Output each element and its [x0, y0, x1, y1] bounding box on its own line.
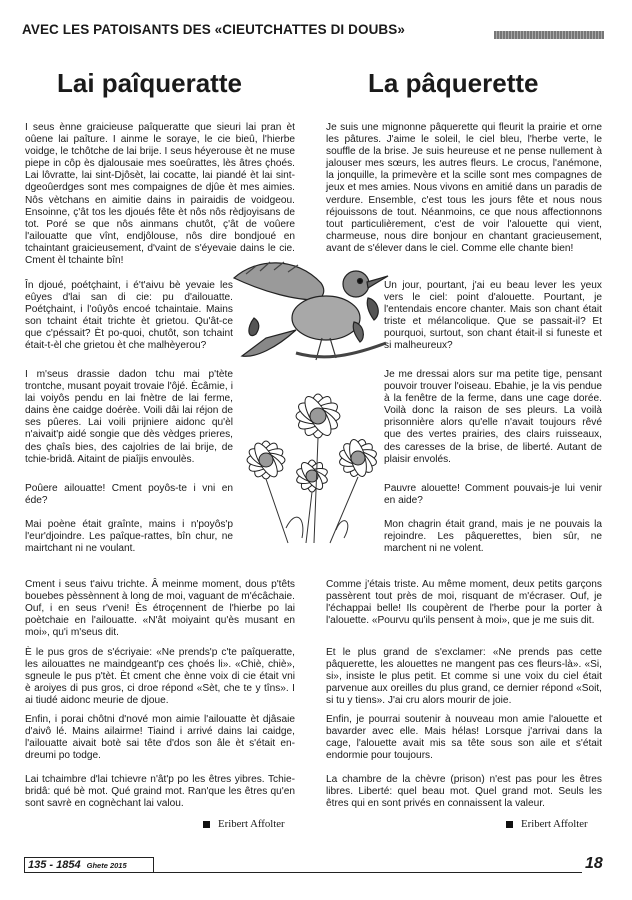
daisies-illustration	[246, 393, 378, 543]
french-paragraph-5: Mon chagrin était grand, mais je ne pouvais la rejoindre. Les pâquerettes, bien sûr, ne marchent ni ne volent.	[384, 519, 602, 555]
header-decor-bar	[494, 31, 604, 39]
issue-box	[24, 857, 154, 873]
patois-paragraph-4: Poûere ailouatte! Cment poyôs-te i vni en éde?	[25, 483, 233, 507]
french-paragraph-2: Un jour, pourtant, j'ai eu beau lever les yeux vers le ciel: point d'alouette. Pourtant, je l'entendais encore chanter. Mais son chant était triste et mélancolique. Que se passait-il? Et pourquoi, surtout, son chant était-il si funeste et si malheureux?	[384, 280, 602, 352]
signature-right: Eribert Affolter	[506, 818, 588, 830]
signature-bullet-icon	[203, 821, 210, 828]
patois-paragraph-1: I seus ènne graicieuse paîqueratte que sieuri lai pran èt oûene lai paîture. I ainme le soraye, le cie bieû, l'hierbe voidge, le tchôtche de lai brije. I seus héyerouse èt ne muse piepe in côp ès djalousaie mes soeûrattes, lès âtres çhoés. Lai lôvratte, lai sint-Djôsèt, lai cocatte, lai piandé èt lai sint-dgeoûerdges sont mes compaignes de djûe èt mes aimies. Nôs vètchans en aimitie dains in pairaidis de voidgeou. Ensoinne, ç'ât tos les djoués fête èt nôs nôs rèdjoyisans de tot. Poré se que nôs ainmans chutôt, ç'ât de voûere l'ailouatte que vînt, endjôlouse, nôs dire bondjoué en tchaintant graicieusement, d'vaint de s'éyevaie dains le cie. Cment èl tchainte bîn!	[25, 122, 295, 267]
french-paragraph-9: La chambre de la chèvre (prison) n'est pas pour les êtres libres. Liberté: quel beau mot. Quel grand mot. Seuls les êtres qui en sont privés en connaissent la valeur.	[326, 774, 602, 810]
title-french: La pâquerette	[368, 68, 539, 98]
issue-number: 135 - 1854	[28, 859, 81, 871]
french-paragraph-4: Pauvre alouette! Comment pouvais-je lui venir en aide?	[384, 483, 602, 507]
title-patois: Lai paîqueratte	[57, 68, 242, 98]
footer-rule	[152, 872, 582, 873]
issue-month: Ghete 2015	[86, 861, 127, 870]
french-paragraph-1: Je suis une mignonne pâquerette qui fleurit la prairie et orne les pâtures. J'aime le soleil, le ciel bleu, l'herbe verte, le souffle de la brise. Je suis heureuse et ne pense nullement à jalouser mes sœurs, les autres fleurs. Le crocus, l'anémone, la jonquille, la primevère et la scille sont mes compagnes de jeux et mes amies. Nous vivons en amitié dans un paradis de verdure. Ensemble, c'est tous les jours fête et nous nous réjouissons de tout. Néanmoins, ce que nous affectionnons tout particulièrement, c'est de voir l'alouette qui vient, charmeuse, nous dire bonjour en chantant gracieusement, avant de s'élever dans le ciel. Comme elle chante bien!	[326, 122, 602, 254]
patois-paragraph-5: Mai poène était graînte, mains i n'poyôs'p l'eur'djoindre. Les paîque-rattes, bîn chur, ne mairtchant ni ne voulant.	[25, 519, 233, 555]
french-paragraph-8: Enfin, je pourrai soutenir à nouveau mon amie l'alouette et bavarder avec elle. Mais hélas! Lorsque j'arrivai dans la cage, l'alouette avait mis sa tête sous son aile et s'était endormie pour toujours.	[326, 714, 602, 762]
french-paragraph-7: Et le plus grand de s'exclamer: «Ne prends pas cette pâquerette, les alouettes ne mangent pas ces fleurs-là». «Si, si», insiste le plus petit. Et comme si une voix du ciel était parvenue aux oreilles du plus grand, ce dernier répond «Soit, si tu y tiens». J'ai cru alors mourir de joie.	[326, 647, 602, 707]
french-paragraph-3: Je me dressai alors sur ma petite tige, pensant pouvoir trouver l'oiseau. Ebahie, je la vis pendue à la fenêtre de la ferme, dans une cage dorée. Voilà donc la raison de ses pleurs. La voilà prisonnière alors qu'elle n'avait toujours rêvé que des vertes prairies, des clairs ruisseaux, des caresses de la brise, de liberté. Autant de plaisir envolés.	[384, 369, 602, 465]
patois-paragraph-6: Cment i seus t'aivu trichte. Â meinme moment, dous p'têts bouebes pèssènnent à long de moi, vaguant de m'écâchaie. Ouf, i en seus r'veni! Ès étroçennent de l'hierbe po lai poètchaie en l'ailouatte. «N'ât moiyaint qu'ès musant en moi», qu'i m'seus dit.	[25, 579, 295, 639]
section-header: AVEC LES PATOISANTS DES «CIEUTCHATTES DI DOUBS»	[22, 22, 405, 37]
signature-bullet-icon	[506, 821, 513, 828]
patois-paragraph-2: În djoué, poétçhaint, i é't'aivu bè yevaie les eûyes d'lai san di cie: pu d'ailouatte. Poétçhaint, i l'oûyôs encoé tchaintaie. Mains son tchaint était trichte èt grietou. Qu'ât-ce que c'péssait? Èt po-quoi, chutôt, son tchaint était-t-èl che grietou èt che malhèyerou?	[25, 280, 233, 352]
patois-paragraph-3: I m'seus drassie dadon tchu mai p'tète trontche, musant poyait trovaie l'ôjé. Ècâmie, i lai voiyôs pendu en lai fnètre de lai ferme, dains ène caidge doérèe. Voili dâi lai réjon de ses pûeres. Lai voili prijniere aidonc qu'èl n'aivait'p aidé songie que dès vèdges prieres, des çhaîs bies, des cajolries de lai brije, de tchie-bridâ. Aitaint de piaîjis envoulès.	[25, 369, 233, 465]
french-paragraph-6: Comme j'étais triste. Au même moment, deux petits garçons passèrent tout près de moi, risquant de m'écraser. Ouf, je l'échappai belle! Ils coupèrent de l'herbe pour la porter à l'alouette. «Pourvu qu'ils pensent à moi», que je me suis dit.	[326, 579, 602, 627]
patois-paragraph-9: Lai tchaimbre d'lai tchievre n'ât'p po les êtres yibres. Tchie-bridâ: qué bè mot. Qué graind mot. Ran'que les êtres qu'en sont savrè en cognèchant lai valou.	[25, 774, 295, 810]
bird-illustration	[234, 262, 388, 360]
patois-paragraph-7: È le pus gros de s'écriyaie: «Ne prends'p c'te paîqueratte, les ailouattes ne maindgeant'p ces çhoés li». «Chiè, chiè», sgneule le pus p'tèt. Èt cment che ènne voix di cie était vni è aroiyes di pus gros, ci droe répond «Sèt, che te y tîns». I ai tiudé aidonc meurie de djoue.	[25, 647, 295, 707]
page-number: 18	[585, 855, 603, 872]
bird-and-daisies-illustration	[226, 238, 402, 550]
patois-paragraph-8: Enfin, i porai chôtni d'nové mon aimie l'ailouatte èt djâsaie d'aivô lé. Mains ailairme! Tiaind i arrivé dains lai caidge, l'ailouatte aivait botè sai tête d'dos son âle èt s'était en-dreumi po todge.	[25, 714, 295, 762]
signature-left: Eribert Affolter	[203, 818, 285, 830]
